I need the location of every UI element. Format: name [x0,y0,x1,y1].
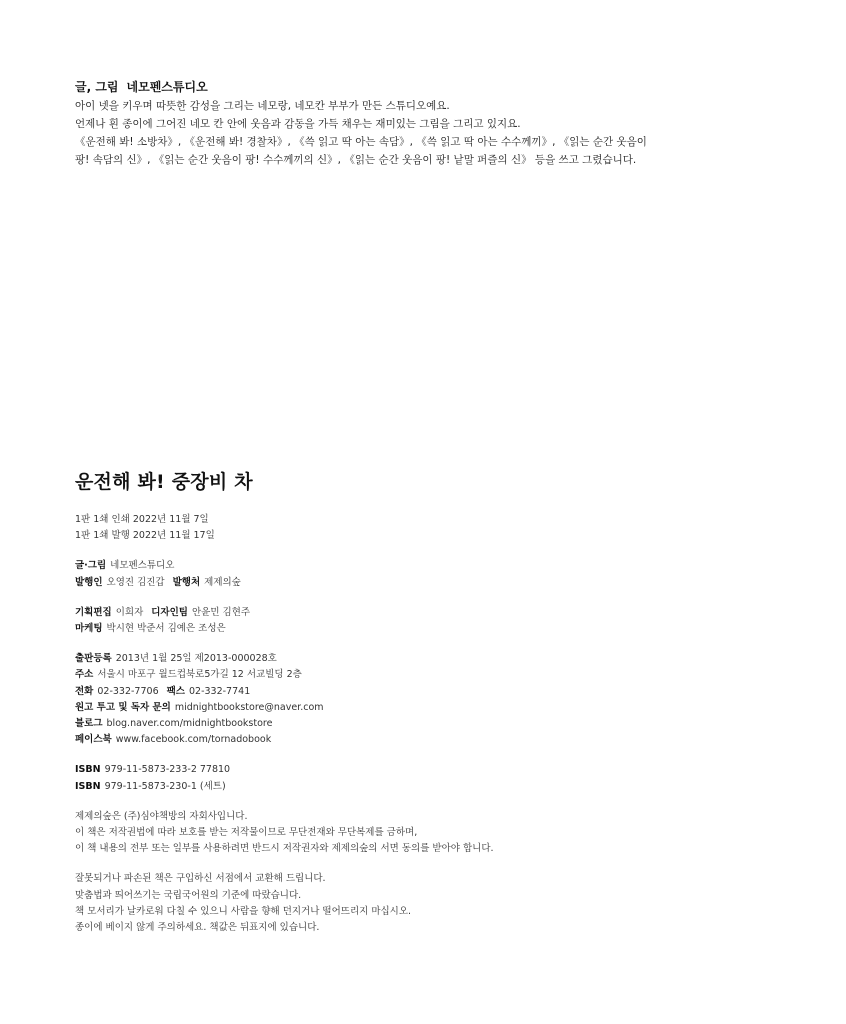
notice-line: 종이에 베이지 않게 주의하세요. 책값은 뒤표지에 있습니다. [75,922,320,934]
notice-line: 이 책은 저작권법에 따라 보호를 받는 저작물이므로 무단전재와 무단복제를 금하며, [75,827,418,839]
registration-row [75,651,795,667]
author-heading [75,78,775,96]
copyright-notice [75,809,795,858]
contact-info [75,651,795,748]
notice-line: 잘못되거나 파손된 책은 구입하신 서점에서 교환해 드립니다. [75,873,326,885]
writer-label: 글·그림 [75,560,107,572]
author-bio-line: 《운전해 봐! 소방차》, 《운전해 봐! 경찰차》, 《쓱 읽고 딱 아는 속담》, 《쓱 읽고 딱 아는 수수께끼》, 《읽는 순간 웃음이 [75,136,647,148]
printing-info [75,512,795,544]
marketing-value: 박시현 박준서 김예은 조성은 [106,623,226,635]
submission-label: 원고 투고 및 독자 문의 [75,701,171,713]
registration-label: 출판등록 [75,653,112,665]
credits-primary [75,558,795,590]
isbn-label: ISBN [75,780,101,792]
notice-line: 맞춤법과 띄어쓰기는 국립국어원의 기준에 따랐습니다. [75,889,302,901]
marketing-label: 마케팅 [75,623,103,635]
notice-line: 책 모서리가 날카로워 다칠 수 있으니 사람을 향해 던지거나 떨어뜨리지 마십시오. [75,905,412,917]
isbn-label: ISBN [75,764,101,776]
address-value: 서울시 마포구 월드컵북로5가길 12 서교빌딩 2층 [97,669,302,681]
credits-staff [75,605,795,637]
author-bio-line: 팡! 속담의 신》, 《읽는 순간 웃음이 팡! 수수께끼의 신》, 《읽는 순간 웃음이 팡! 낱말 퍼즐의 신》 등을 쓰고 그렸습니다. [75,154,637,166]
phone-value: 02-332-7706 [97,685,159,697]
submission-row [75,700,795,716]
colophon [75,468,795,936]
editor-row [75,605,795,621]
writer-value: 네모펜스튜디오 [110,560,175,572]
publisher-row [75,575,795,591]
submission-email: midnightbookstore@naver.com [174,701,324,713]
publisher-value: 오영진 김진갑 [106,576,165,588]
publish-date: 1판 1쇄 발행 2022년 11월 17일 [75,530,215,542]
design-label: 디자인팀 [151,606,188,618]
publisher-label: 발행인 [75,576,103,588]
registration-value: 2013년 1월 25일 제2013-000028호 [115,653,277,665]
author-bio [75,78,775,169]
safety-notice [75,871,795,936]
author-bio-line: 언제나 흰 종이에 그어진 네모 칸 안에 웃음과 감동을 가득 채우는 재미있는 그림을 그리고 있지요. [75,118,521,130]
phone-label: 전화 [75,685,94,697]
isbn-row [75,762,795,778]
editor-label: 기획편집 [75,606,112,618]
blog-row [75,716,795,732]
print-date: 1판 1쇄 인쇄 2022년 11월 7일 [75,514,209,525]
facebook-url: www.facebook.com/tornadobook [115,734,272,746]
blog-label: 블로그 [75,718,103,730]
marketing-row [75,621,795,637]
address-label: 주소 [75,669,94,681]
writer-row [75,558,795,574]
author-role-label: 글, 그림 [75,80,119,94]
facebook-row [75,732,795,748]
isbn-info [75,762,795,794]
blog-url: blog.naver.com/midnightbookstore [106,718,273,730]
fax-value: 02-332-7741 [188,685,251,697]
author-name: 네모펜스튜디오 [126,80,208,94]
isbn-value: 979-11-5873-233-2 77810 [104,764,231,776]
phone-row [75,684,795,700]
facebook-label: 페이스북 [75,734,112,746]
editor-value: 이희자 [115,606,144,618]
publishing-house-value: 제제의숲 [204,576,241,588]
fax-label: 팩스 [166,685,185,697]
address-row [75,667,795,683]
publishing-house-label: 발행처 [172,576,201,588]
isbn-set-row [75,779,795,795]
isbn-set-value: 979-11-5873-230-1 (세트) [104,780,226,792]
notice-line: 제제의숲은 (주)심야책방의 자회사입니다. [75,810,248,822]
author-bio-line: 아이 넷을 키우며 따뜻한 감성을 그리는 네모랑, 네모칸 부부가 만든 스튜디오예요. [75,100,450,112]
book-title: 운전해 봐! 중장비 차 [75,471,253,493]
design-value: 안윤민 김현주 [191,606,251,618]
notice-line: 이 책 내용의 전부 또는 일부를 사용하려면 반드시 저작권자와 제제의숲의 서면 동의를 받아야 합니다. [75,843,494,855]
